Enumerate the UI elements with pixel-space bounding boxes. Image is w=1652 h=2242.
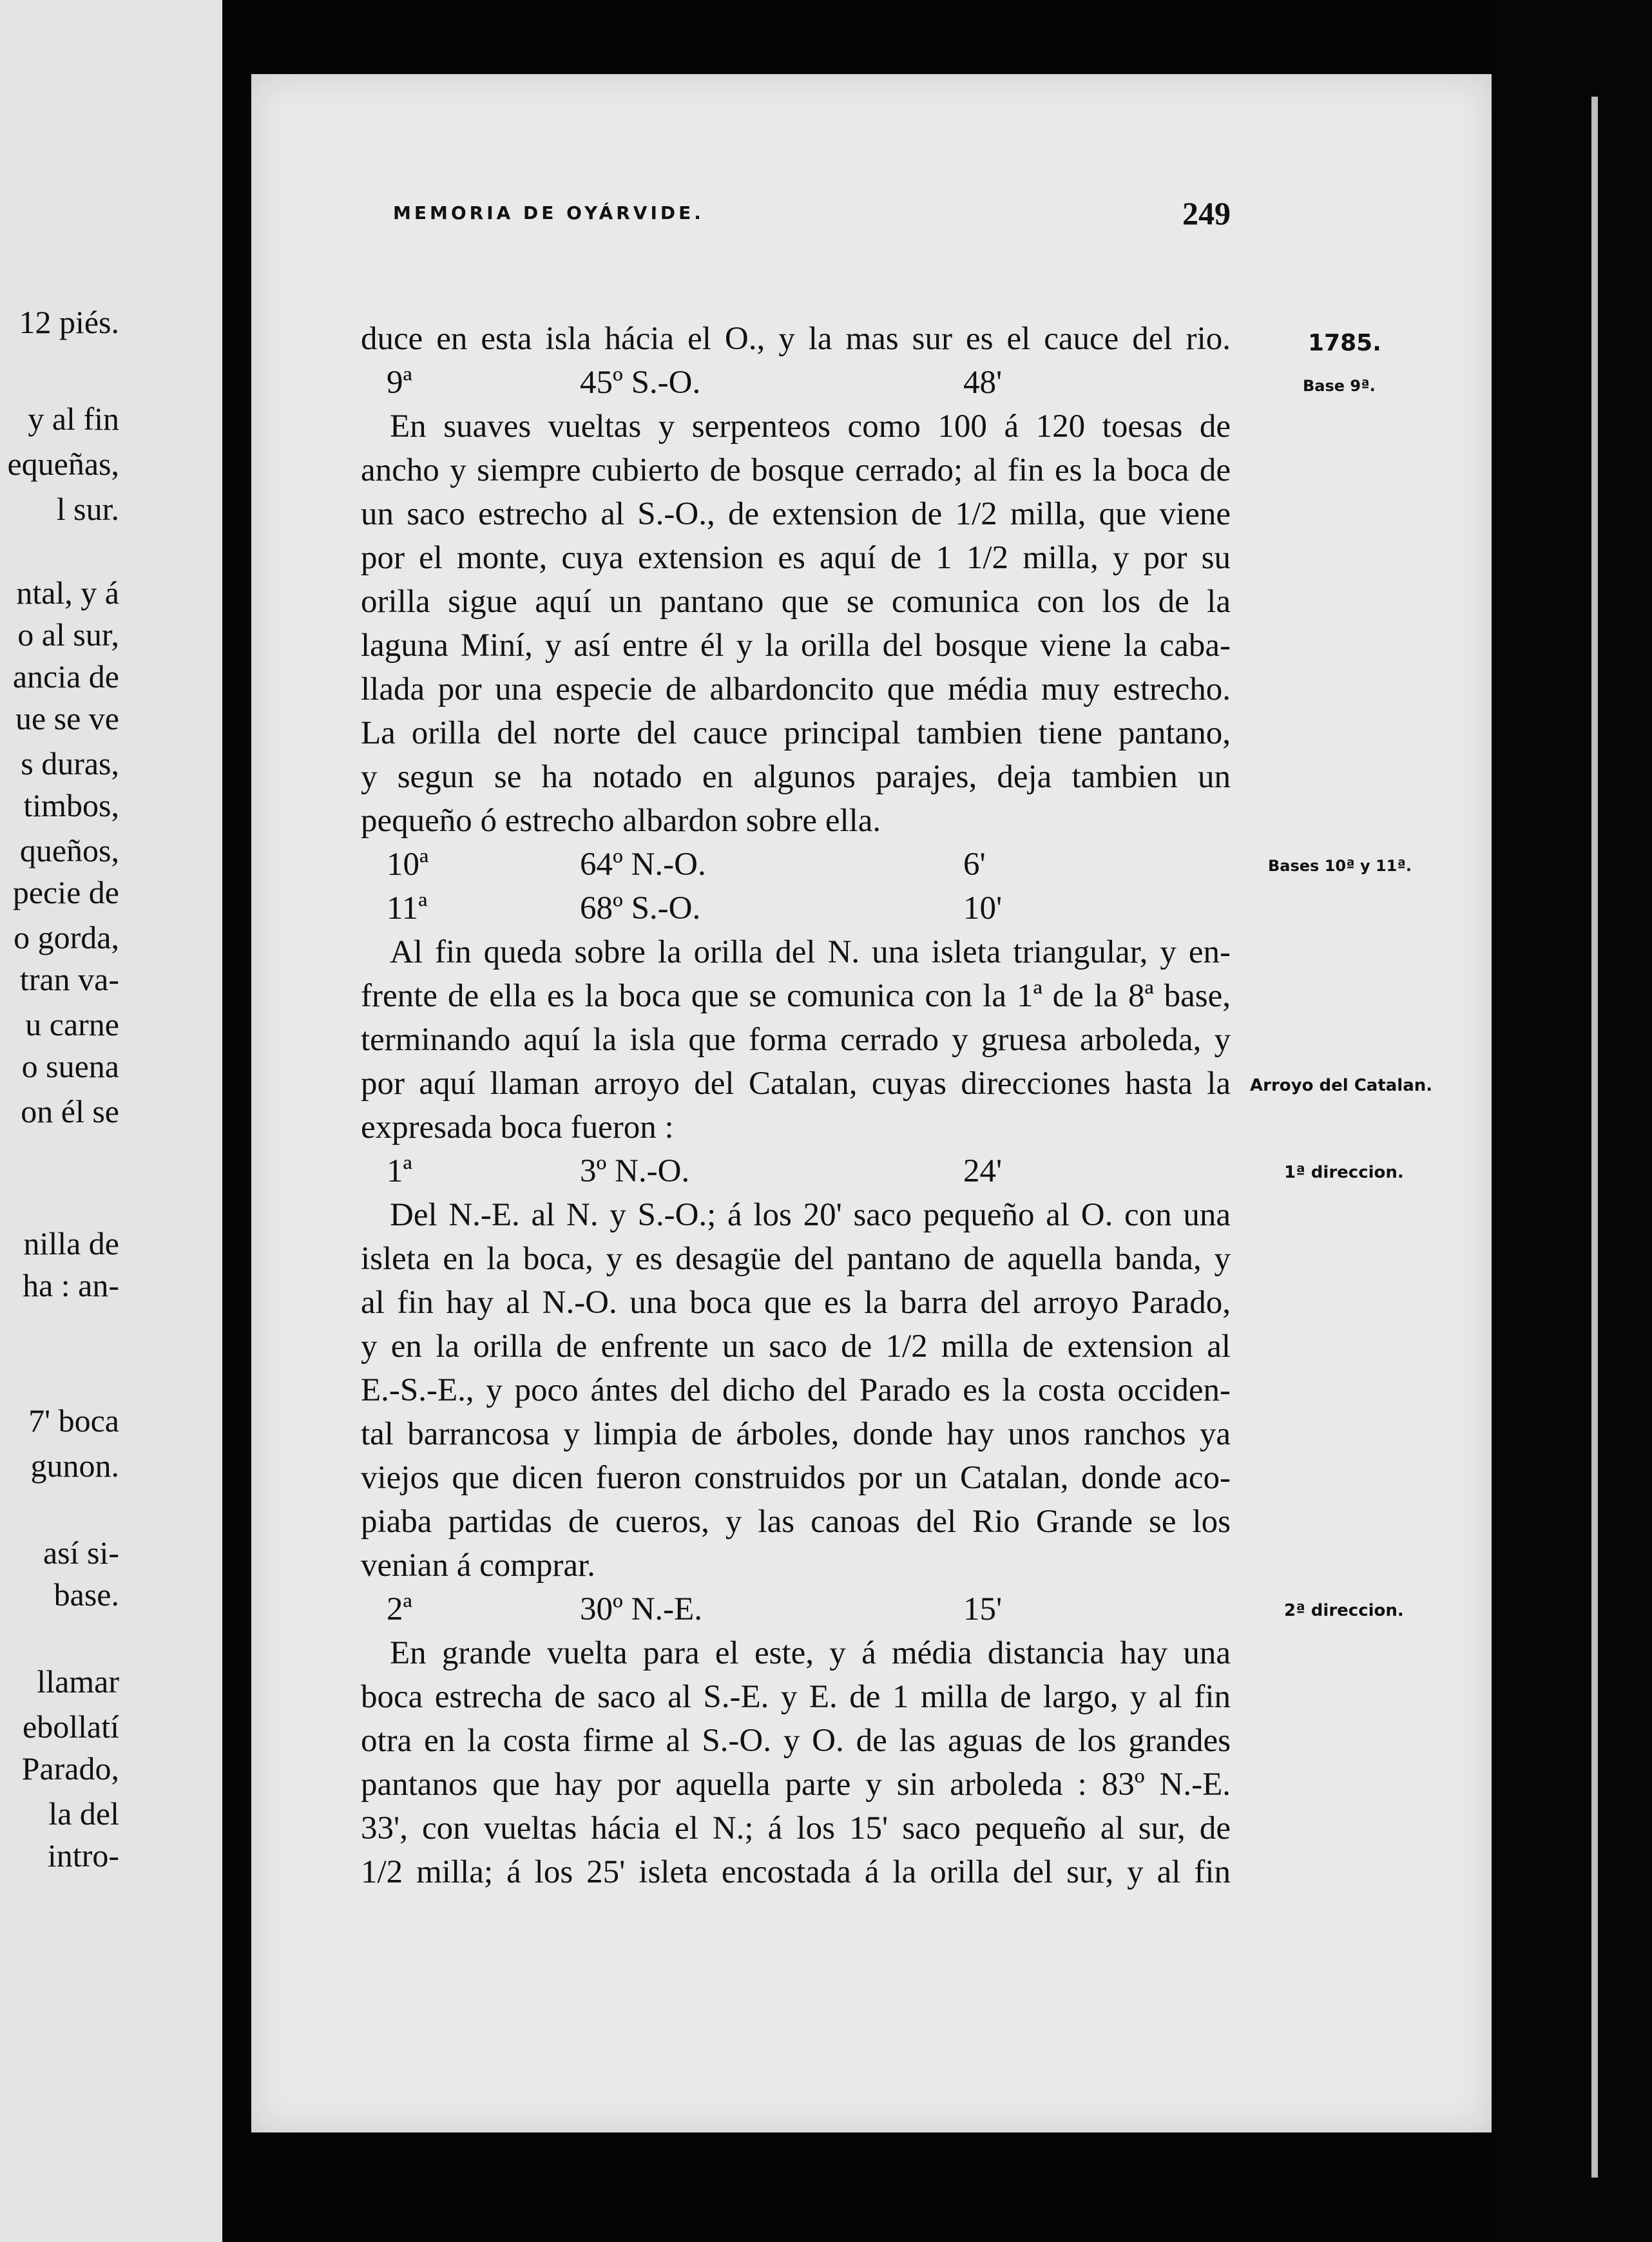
left-page-line: on él se (21, 1093, 119, 1129)
left-page-line: la del (48, 1796, 119, 1832)
text-line: pequeño ó estrecho albardon sobre ella. (361, 803, 881, 839)
left-page-line: l sur. (56, 491, 119, 527)
text-line: un saco estrecho al S.-O., de extension de 1/2 milla, que viene (361, 496, 1231, 532)
left-page-line: ntal, y á (16, 575, 119, 611)
duration: 24' (963, 1153, 1003, 1189)
duration: 6' (963, 847, 986, 883)
base-number: 11ª (387, 890, 428, 926)
base-10-row (361, 843, 1231, 886)
bearing: 3º N.-O. (580, 1153, 690, 1189)
text-line: terminando aquí la isla que forma cerrado y gruesa arboleda, y (361, 1022, 1231, 1058)
book-gutter (222, 0, 251, 2242)
text-line: La orilla del norte del cauce principal tambien tiene pantano, (361, 715, 1231, 751)
left-page-line: equeñas, (7, 446, 119, 482)
previous-page-fragment (0, 0, 222, 2242)
text-line: al fin hay al N.-O. una boca que es la barra del arroyo Parado, (361, 1285, 1231, 1321)
bearing: 30º N.-E. (580, 1591, 703, 1627)
margin-note-bases-10-11: Bases 10ª y 11ª. (1268, 857, 1412, 875)
text-line: boca estrecha de saco al S.-E. y E. de 1 milla de largo, y al fin (361, 1679, 1231, 1715)
left-page-line: Parado, (21, 1750, 119, 1787)
left-page-line: tran va- (19, 961, 119, 997)
direction-2-row (361, 1587, 1231, 1631)
text-line: por el monte, cuya extension es aquí de 1 1/2 milla, y por su (361, 540, 1231, 576)
text-line: ancho y siempre cubierto de bosque cerrado; al fin es la boca de (361, 452, 1231, 488)
text-line: 33', con vueltas hácia el N.; á los 15' saco pequeño al sur, de (361, 1810, 1231, 1846)
left-page-line: s duras, (21, 745, 119, 781)
text-line: duce en esta isla hácia el O., y la mas sur es el cauce del rio. (361, 321, 1231, 357)
margin-note-direction-1: 1ª direccion. (1284, 1163, 1404, 1182)
page-edge-line (1591, 97, 1598, 2178)
duration: 10' (963, 890, 1003, 926)
bearing: 68º S.-O. (580, 890, 701, 926)
left-page-line: timbos, (23, 787, 119, 823)
bearing: 64º N.-O. (580, 847, 706, 883)
text-line: y en la orilla de enfrente un saco de 1/2 milla de extension al (361, 1328, 1231, 1365)
margin-note-base-9: Base 9ª. (1303, 377, 1376, 395)
text-line: Del N.-E. al N. y S.-O.; á los 20' saco pequeño al O. con una (390, 1197, 1231, 1233)
base-9-row (361, 361, 1231, 405)
text-line: pantanos que hay por aquella parte y sin arboleda : 83º N.-E. (361, 1767, 1231, 1803)
left-page-line: ebollatí (23, 1709, 119, 1745)
left-page-line: ha : an- (23, 1267, 119, 1303)
left-page-line: ancia de (12, 658, 119, 695)
book-edge (1492, 0, 1652, 2242)
text-line: Al fin queda sobre la orilla del N. una isleta triangular, y en- (390, 934, 1231, 970)
base-11-row (361, 886, 1231, 930)
text-line: frente de ella es la boca que se comunica con la 1ª de la 8ª base, (361, 978, 1231, 1014)
margin-note-arroyo: Arroyo del Catalan. (1250, 1076, 1433, 1095)
left-page-line: 12 piés. (19, 304, 119, 340)
text-line: isleta en la boca, y es desagüe del pantano de aquella banda, y (361, 1241, 1231, 1277)
margin-note-direction-2: 2ª direccion. (1284, 1601, 1404, 1620)
text-line: y segun se ha notado en algunos parajes, deja tambien un (361, 759, 1231, 795)
margin-note-year: 1785. (1308, 330, 1381, 356)
base-number: 10ª (387, 847, 429, 883)
left-page-line: base. (53, 1576, 119, 1613)
direction-number: 1ª (387, 1153, 412, 1189)
text-line: 1/2 milla; á los 25' isleta encostada á la orilla del sur, y al fin (361, 1854, 1231, 1890)
text-line: expresada boca fueron : (361, 1109, 674, 1145)
text-line: laguna Miní, y así entre él y la orilla del bosque viene la caba- (361, 628, 1231, 664)
text-line: orilla sigue aquí un pantano que se comunica con los de la (361, 584, 1231, 620)
text-line: En suaves vueltas y serpenteos como 100 á 120 toesas de (390, 408, 1231, 445)
text-line: E.-S.-E., y poco ántes del dicho del Parado es la costa occiden- (361, 1372, 1231, 1408)
text-line: tal barrancosa y limpia de árboles, donde hay unos ranchos ya (361, 1416, 1231, 1452)
direction-1-row (361, 1149, 1231, 1193)
text-line: piaba partidas de cueros, y las canoas del Rio Grande se los (361, 1504, 1231, 1540)
bearing: 45º S.-O. (580, 365, 701, 401)
text-line: viejos que dicen fueron construidos por un Catalan, donde aco- (361, 1460, 1231, 1496)
duration: 48' (963, 365, 1003, 401)
left-page-line: intro- (47, 1837, 119, 1873)
left-page-line: y al fin (28, 401, 119, 437)
left-page-line: gunon. (30, 1448, 119, 1484)
left-page-line: o gorda, (14, 919, 119, 955)
text-line: otra en la costa firme al S.-O. y O. de las aguas de los grandes (361, 1723, 1231, 1759)
left-page-line: ue se ve (15, 700, 119, 736)
left-page-line: o al sur, (17, 617, 119, 653)
left-page-line: u carne (25, 1006, 119, 1042)
duration: 15' (963, 1591, 1003, 1627)
text-line: En grande vuelta para el este, y á média distancia hay una (390, 1635, 1231, 1671)
left-page-line: así si- (43, 1535, 119, 1571)
left-page-line: o suena (21, 1048, 119, 1084)
direction-number: 2ª (387, 1591, 412, 1627)
left-page-line: nilla de (23, 1225, 119, 1261)
left-page-line: pecie de (12, 874, 119, 910)
text-line: llada por una especie de albardoncito que média muy estrecho. (361, 671, 1231, 707)
running-title: MEMORIA DE OYÁRVIDE. (393, 202, 704, 224)
page-header (393, 195, 1231, 233)
text-line: por aquí llaman arroyo del Catalan, cuyas direcciones hasta la (361, 1066, 1231, 1102)
left-page-line: llamar (37, 1663, 119, 1700)
base-number: 9ª (387, 365, 412, 401)
page-number: 249 (1182, 195, 1231, 231)
left-page-line: queños, (19, 832, 119, 868)
text-line: venian á comprar. (361, 1547, 595, 1584)
left-page-line: 7' boca (28, 1403, 119, 1439)
